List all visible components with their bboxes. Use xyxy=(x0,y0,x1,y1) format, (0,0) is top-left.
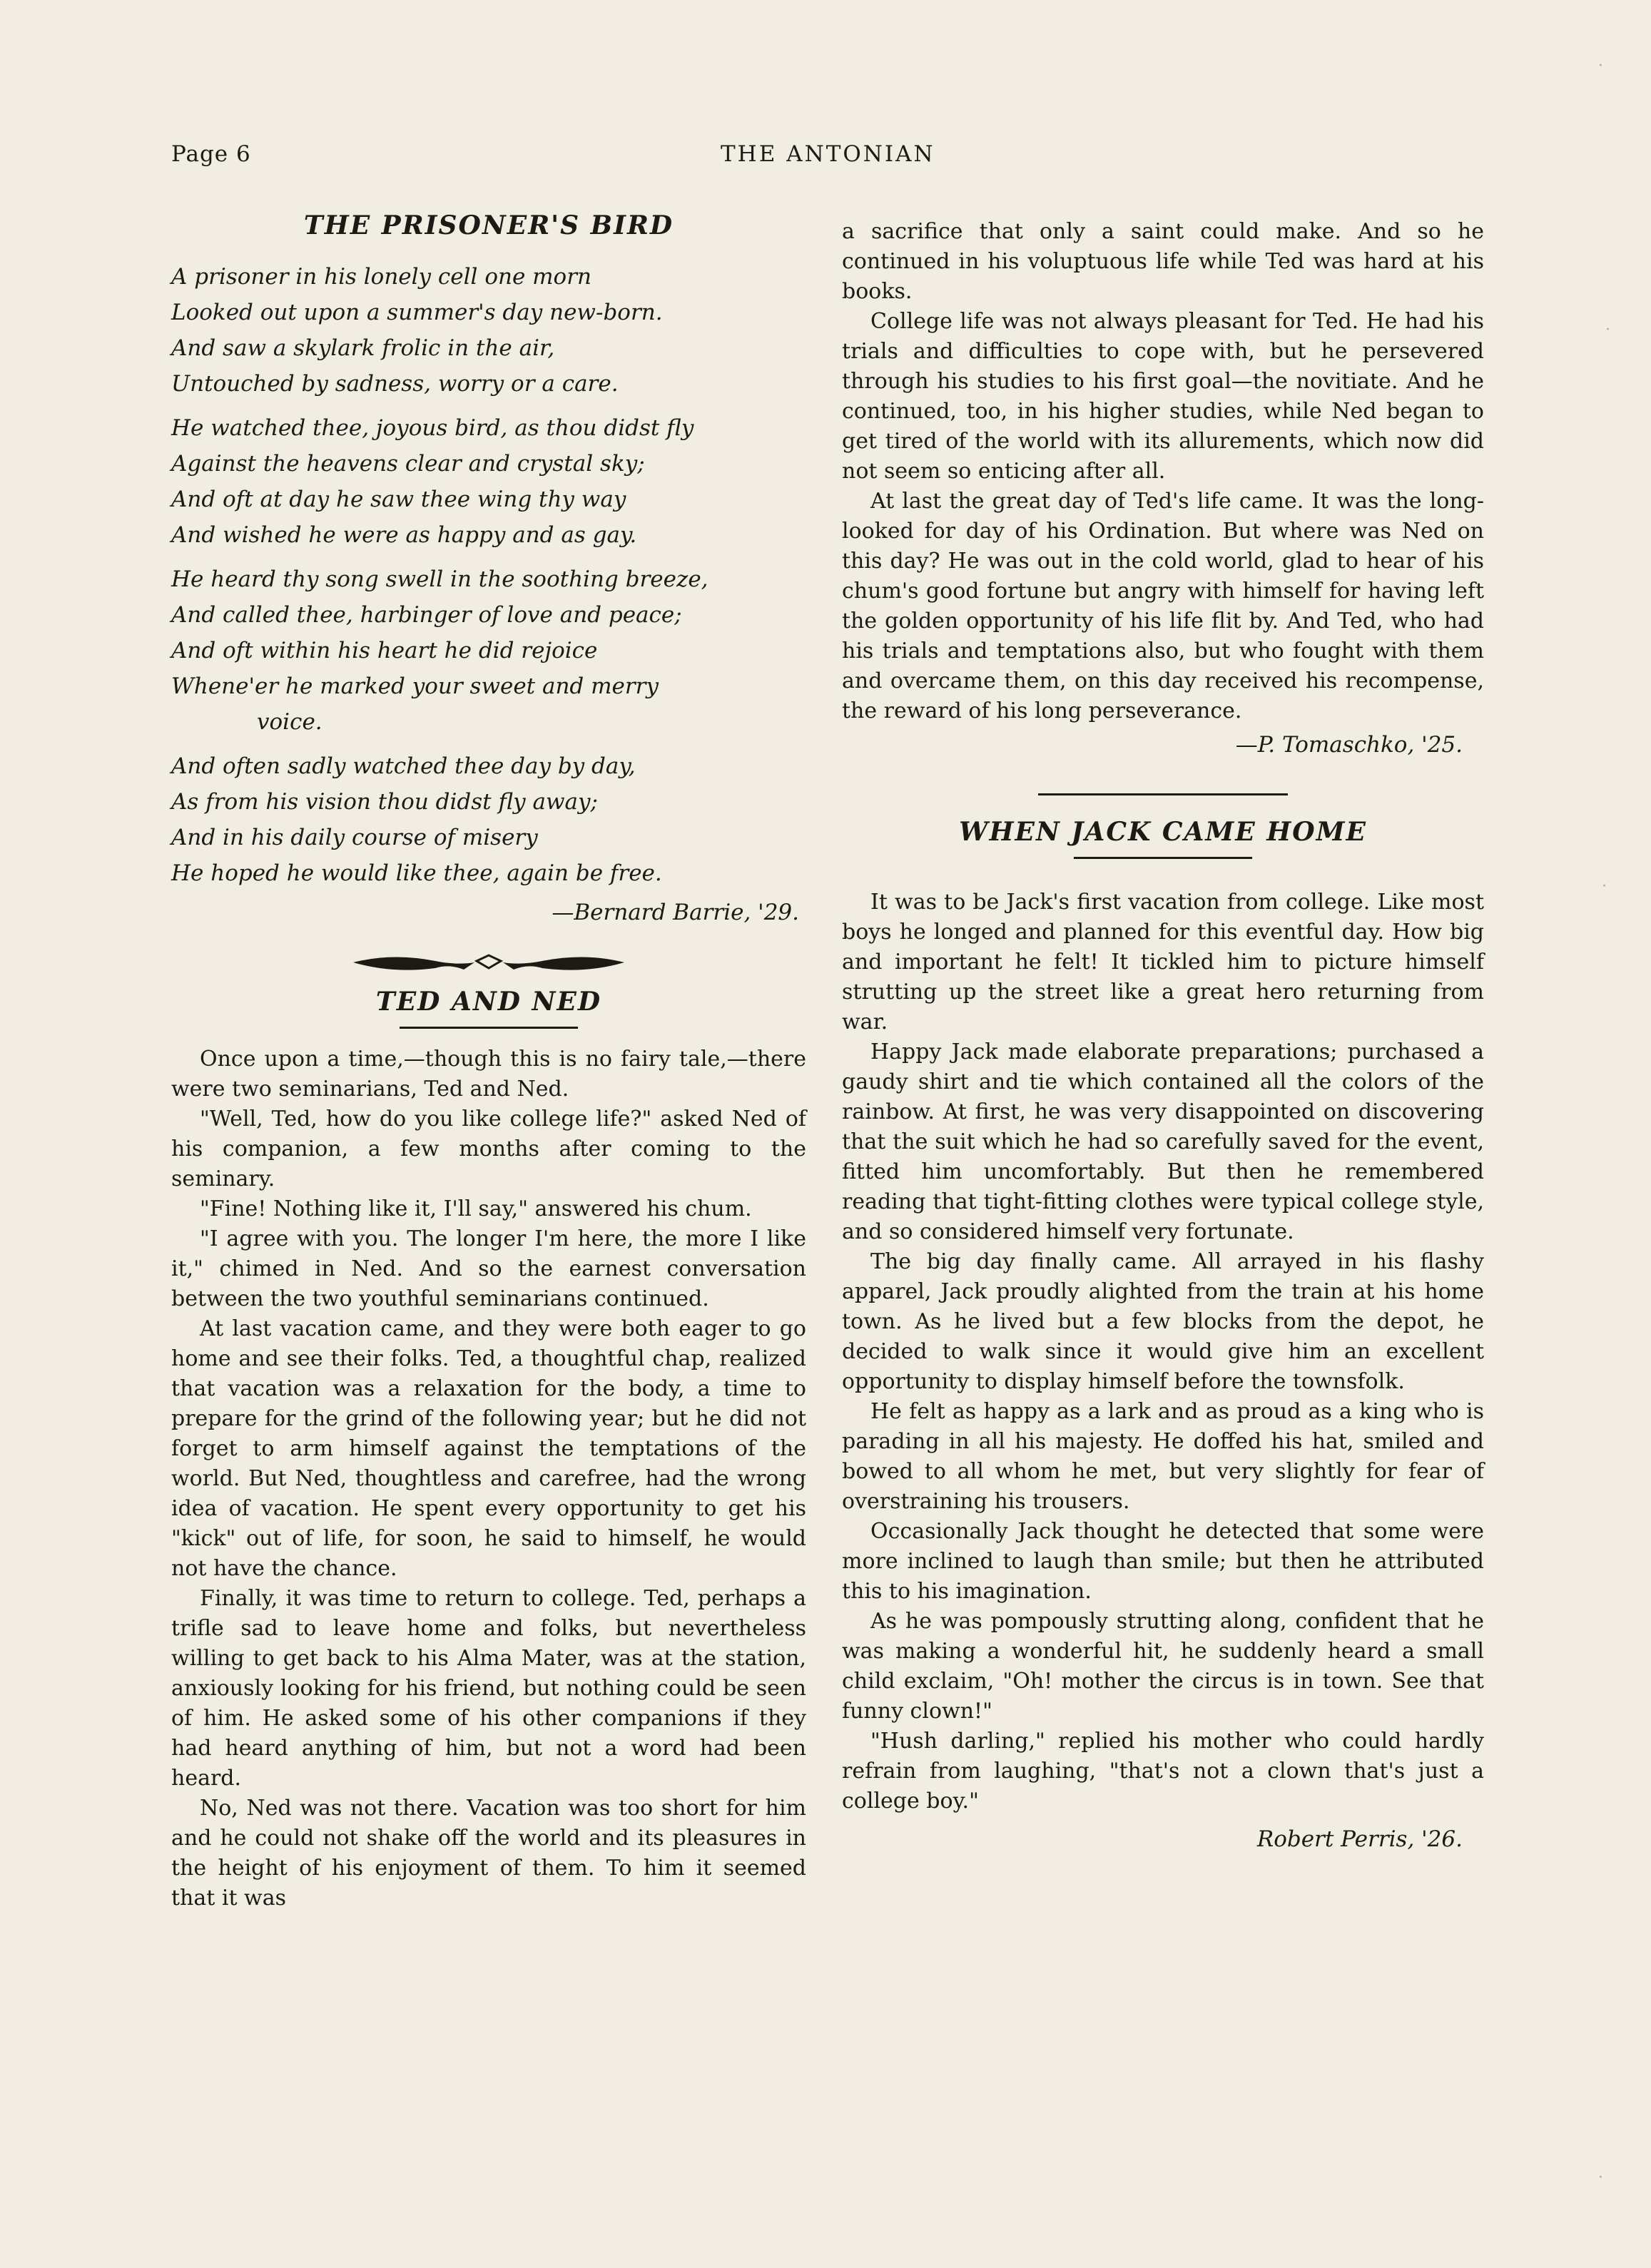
paragraph: At last vacation came, and they were both eager to go home and see their folks. Ted, a thoughtful chap, realized that vacation was a relaxation for the body, a time to prepare for the grind of the following year; but he did not forget to arm himself against the temptations of the world. But Ned, thoughtless and carefree, had the wrong idea of vacation. He spent every opportunity to get his "kick" out of life, for soon, he said to himself, he would not have the chance. xyxy=(171,1316,806,1581)
poem-stanza xyxy=(171,259,806,402)
paper-speck: · xyxy=(1605,321,1610,339)
poem-line: He hoped he would like thee, again be free. xyxy=(171,860,662,886)
poem-line: A prisoner in his lonely cell one morn xyxy=(171,264,591,290)
poem-line: And oft within his heart he did rejoice xyxy=(171,638,598,663)
paragraph: As he was pompously strutting along, confident that he was making a wonderful hit, he suddenly heard a small child exclaim, "Oh! mother the circus is in town. See that funny clown!" xyxy=(842,1609,1484,1724)
poem-stanza xyxy=(171,561,806,740)
poem-line: Against the heavens clear and crystal sky; xyxy=(171,451,645,477)
paragraph: Occasionally Jack thought he detected that some were more inclined to laugh than smile; but then he attributed this to his imagination. xyxy=(842,1519,1484,1604)
poem-line: voice. xyxy=(257,709,322,735)
poem-line: And oft at day he saw thee wing thy way xyxy=(171,487,626,512)
paragraph: No, Ned was not there. Vacation was too short for him and he could not shake off the world and its pleasures in the height of his enjoyment of them. To him it seemed that it was xyxy=(171,1796,806,1911)
paragraph: a sacrifice that only a saint could make. And so he continued in his voluptuous life while Ted was hard at his books. xyxy=(842,219,1484,304)
paragraph: Finally, it was time to return to college. Ted, perhaps a trifle sad to leave home and folks, but nevertheless willing to get back to his Alma Mater, was at the station, anxiously looking for his friend, but nothing could be seen of him. He asked some of his other companions if they had heard anything of him, but not a word had been heard. xyxy=(171,1586,806,1791)
poem-stanza xyxy=(171,748,806,891)
story-body xyxy=(842,888,1484,1816)
paragraph: The big day finally came. All arrayed in his flashy apparel, Jack proudly alighted from the train at his home town. As he lived but a few blocks from the depot, he decided to walk since it would give him an excellent opportunity to display himself before the townsfolk. xyxy=(842,1249,1484,1394)
poem-line: Whene'er he marked your sweet and merry xyxy=(171,673,659,699)
poem-line: As from his vision thou didst fly away; xyxy=(171,789,598,815)
poem-line: And saw a skylark frolic in the air, xyxy=(171,335,555,361)
poem-line: And wished he were as happy and as gay. xyxy=(171,522,637,548)
paragraph: He felt as happy as a lark and as proud as a king who is parading in all his majesty. He doffed his hat, smiled and bowed to all whom he met, but very slightly for fear of overstraining his trousers. xyxy=(842,1399,1484,1514)
poem-line: Untouched by sadness, worry or a care. xyxy=(171,371,619,397)
paragraph: It was to be Jack's first vacation from college. Like most boys he longed and planned for this eventful day. How big and important he felt! It tickled him to picture himself strutting up the street like a great hero returning from war. xyxy=(842,890,1484,1034)
paragraph: "Hush darling," replied his mother who could hardly refrain from laughing, "that's not a clown that's just a college boy." xyxy=(842,1729,1484,1814)
poem-title: THE PRISONER'S BIRD xyxy=(303,210,674,240)
title-rule xyxy=(1074,857,1252,859)
paper-speck: · xyxy=(1598,2169,1603,2187)
running-title: THE ANTONIAN xyxy=(721,141,935,167)
poem-line: And in his daily course of misery xyxy=(171,825,538,850)
paragraph: "Well, Ted, how do you like college life?" asked Ned of his companion, a few months after coming to the seminary. xyxy=(171,1107,806,1191)
poem-line: He heard thy song swell in the soothing breeze, xyxy=(171,566,708,592)
story-byline: —P. Tomaschko, '25. xyxy=(1235,732,1463,758)
poem-line: Looked out upon a summer's day new-born. xyxy=(171,300,663,325)
story-body-continued xyxy=(842,217,1484,726)
page-number: Page 6 xyxy=(171,141,251,167)
paragraph: Happy Jack made elaborate preparations; purchased a gaudy shirt and tie which contained all the colors of the rainbow. At first, he was very disappointed on discovering that the suit which he had so carefully saved for the event, fitted him uncomfortably. But then he remembered reading that tight-fitting clothes were typical college style, and so considered himself very fortunate. xyxy=(842,1039,1484,1244)
paper-speck: · xyxy=(1602,878,1607,895)
poem-line: And often sadly watched thee day by day, xyxy=(171,753,636,779)
right-column xyxy=(842,217,1484,1852)
story-body xyxy=(171,1044,806,1913)
poem-body xyxy=(171,259,806,891)
poem-byline: —Bernard Barrie, '29. xyxy=(552,900,799,925)
poem-line: And called thee, harbinger of love and peace; xyxy=(171,602,682,628)
left-column xyxy=(171,210,806,1913)
paragraph: At last the great day of Ted's life came. It was the long-looked for day of his Ordination. But where was Ned on this day? He was out in the cold world, glad to hear of his chum's good fortune but angry with himself for having left the golden opportunity of his life flit by. And Ted, who had his trials and temptations also, but who fought with them and overcame them, on this day received his recompense, the reward of his long perseverance. xyxy=(842,489,1484,723)
ornament-divider-icon xyxy=(350,947,628,978)
poem-stanza xyxy=(171,410,806,553)
poem-line: He watched thee, joyous bird, as thou didst fly xyxy=(171,415,694,441)
paragraph: College life was not always pleasant for Ted. He had his trials and difficulties to cope with, but he persevered through his studies to his first goal—the novitiate. And he continued, too, in his higher studies, while Ned began to get tired of the world with its allurements, which now did not seem so enticing after all. xyxy=(842,309,1484,484)
story-title: WHEN JACK CAME HOME xyxy=(959,817,1367,847)
paper-speck: · xyxy=(1598,57,1603,75)
story-title: TED AND NED xyxy=(375,987,602,1017)
section-rule xyxy=(1038,793,1288,795)
title-rule xyxy=(400,1027,578,1029)
paragraph: Once upon a time,—though this is no fairy tale,—there were two seminarians, Ted and Ned. xyxy=(171,1047,806,1102)
paragraph: "I agree with you. The longer I'm here, the more I like it," chimed in Ned. And so the earnest conversation between the two youthful seminarians continued. xyxy=(171,1226,806,1311)
paragraph: "Fine! Nothing like it, I'll say," answered his chum. xyxy=(200,1196,752,1221)
story-byline: Robert Perris, '26. xyxy=(1256,1826,1463,1852)
